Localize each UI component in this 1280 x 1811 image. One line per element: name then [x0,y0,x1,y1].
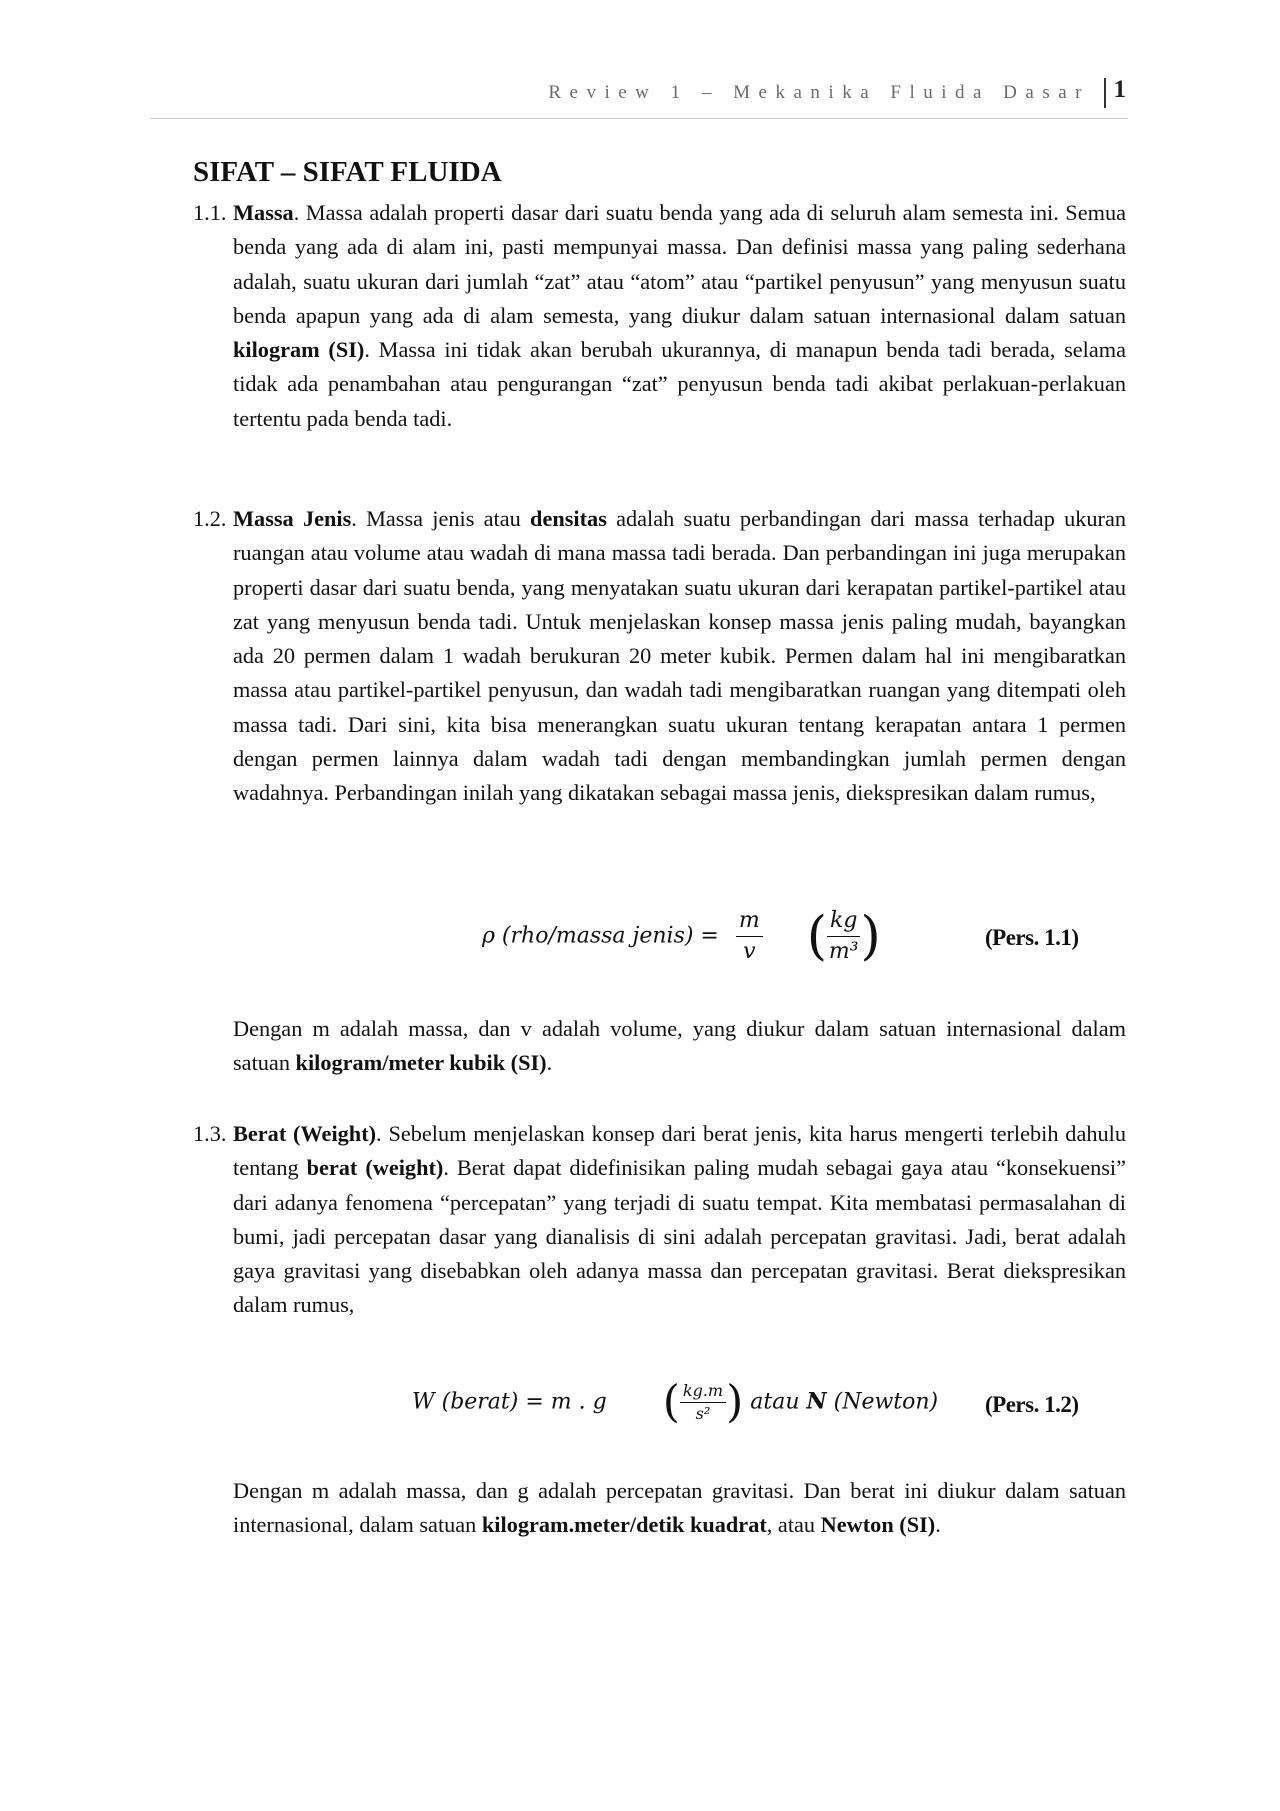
item-text: . Sebelum menjelaskan konsep dari berat jenis, kita harus mengerti terlebih dahulu tentang [233,1121,1126,1181]
unit-numerator: kg.m [680,1380,726,1403]
item-text: . Massa jenis atau [351,506,531,531]
page-header [150,78,1128,119]
equation-label: (Pers. 1.2) [985,1392,1079,1417]
equation-lhs: ρ (rho/massa jenis) = [482,923,719,949]
unit-fraction [680,1380,726,1425]
item-term: Massa Jenis [233,506,352,531]
paragraph-weight-units [233,1474,1126,1543]
paragraph-text: Dengan m adalah massa, dan g adalah percepatan gravitasi. Dan berat ini diukur dalam satuan internasional, dalam satuan [233,1478,1126,1538]
paragraph-text: . [546,1050,553,1076]
fraction-numerator: m [736,906,763,937]
item-body [233,196,1126,436]
header-separator [1104,78,1106,108]
fraction-denominator: v [743,939,756,964]
equation-label: (Pers. 1.1) [985,925,1079,950]
equation-n-symbol: N [806,1388,827,1415]
item-text: . Massa ini tidak akan berubah ukurannya, di manapun benda tadi berada, selama tidak ada penambahan atau pengurangan “zat” penyusun benda tadi akibat perlakuan-perlakuan tertentu pada benda tadi. [233,337,1126,431]
item-bold: berat (weight) [306,1155,444,1181]
item-massa-jenis [193,502,1126,811]
item-massa [193,196,1126,436]
fraction-m-over-v [736,906,763,967]
item-bold: kilogram (SI) [233,337,365,363]
section-title: SIFAT – SIFAT FLUIDA [193,156,502,188]
paragraph-text: Dengan m adalah massa, dan v adalah volume, yang diukur dalam satuan internasional dalam satuan [233,1016,1126,1076]
unit-numerator: kg [827,906,860,937]
item-number: 1.3. [193,1121,227,1146]
unit-denominator: m³ [828,939,859,964]
right-paren: ) [860,906,881,967]
paragraph-bold: kilogram/meter kubik (SI) [295,1050,547,1076]
item-body [233,502,1126,811]
item-body [233,1117,1126,1323]
left-paren: ( [662,1376,680,1428]
item-text: . Massa adalah properti dasar dari suatu benda yang ada di seluruh alam semesta ini. Semua benda yang ada di alam ini, pasti mempunyai massa. Dan definisi massa yang paling sederhana adalah, suatu ukuran dari jumlah “zat” atau “atom” atau “partikel penyusun” yang menyusun suatu benda apapun yang ada di alam semesta, yang diukur dalam satuan internasional dalam satuan [233,200,1126,328]
item-berat [193,1117,1126,1323]
equation-weight [412,1376,939,1428]
unit-denominator: s² [695,1404,711,1423]
equation-density [482,906,881,967]
equation-lhs: W (berat) = m . g [412,1389,607,1415]
header-title: Review 1 – Mekanika Fluida Dasar [548,82,1090,103]
paragraph-text: , atau [766,1512,821,1538]
item-term: Berat (Weight) [233,1121,377,1146]
item-text: . Berat dapat didefinisikan paling mudah sebagai gaya atau “konsekuensi” dari adanya fenomena “percepatan” yang terjadi di suatu tempat. Kita membatasi permasalahan di bumi, jadi percepatan dasar yang dianalisis di sini adalah percepatan gravitasi. Jadi, berat adalah gaya gravitasi yang disebabkan oleh adanya massa dan percepatan gravitasi. Berat diekspresikan dalam rumus, [233,1155,1127,1318]
paragraph-density-units [233,1012,1126,1081]
left-paren: ( [806,906,828,967]
paragraph-bold: Newton (SI) [820,1512,936,1538]
page-number: 1 [1113,76,1126,103]
item-number: 1.1. [193,200,227,225]
paragraph-bold: kilogram.meter/detik kuadrat [481,1512,767,1538]
unit-fraction [827,906,860,967]
item-bold: densitas [530,506,607,531]
paragraph-text: . [935,1512,941,1538]
equation-newton: (Newton) [833,1389,939,1415]
right-paren: ) [726,1376,744,1428]
item-number: 1.2. [193,506,227,531]
item-term: Massa [233,200,294,225]
equation-atau: atau [750,1389,800,1415]
item-text: adalah suatu perbandingan dari massa terhadap ukuran ruangan atau volume atau wadah di mana massa tadi berada. Dan perbandingan ini juga merupakan properti dasar dari suatu benda, yang menyatakan suatu ukuran dari kerapatan partikel-partikel atau zat yang menyusun benda tadi. Untuk menjelaskan konsep massa jenis paling mudah, bayangkan ada 20 permen dalam 1 wadah berukuran 20 meter kubik. Permen dalam hal ini mengibaratkan massa atau partikel-partikel penyusun, dan wadah tadi mengibaratkan ruangan yang ditempati oleh massa tadi. Dari sini, kita bisa menerangkan suatu ukuran tentang kerapatan antara 1 permen dengan permen lainnya dalam wadah tadi dengan membandingkan jumlah permen dengan wadahnya. Perbandingan inilah yang dikatakan sebagai massa jenis, diekspresikan dalam rumus, [233,506,1126,806]
